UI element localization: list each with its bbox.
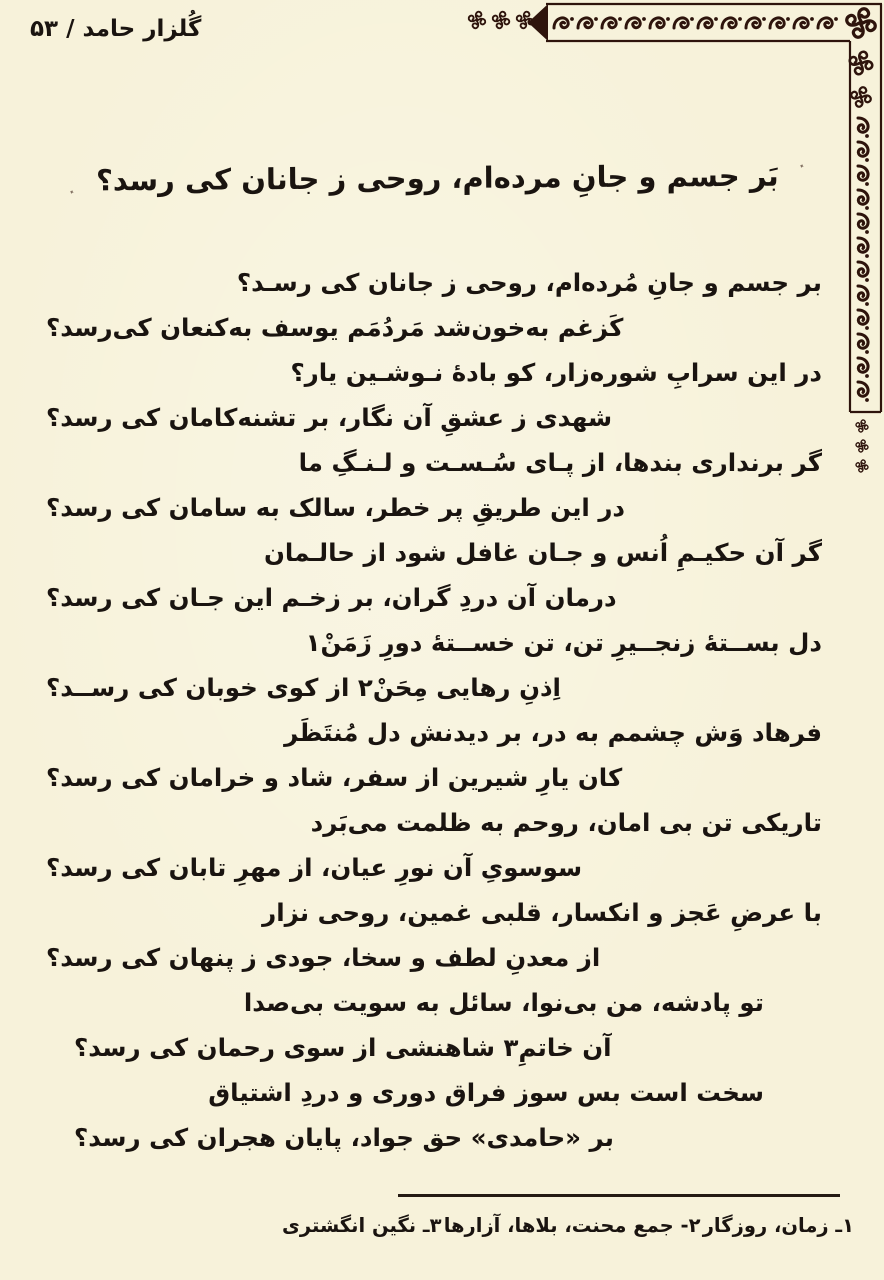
poem-line: از معدنِ لطف و سخا، جودی ز پنهان کی رسد؟ (46, 943, 601, 972)
page-header: گُلزار حامد / ۵۳ (30, 16, 202, 42)
poem-line: سوسویِ آن نورِ عیان، از مهرِ تابان کی رسد؟ (46, 853, 583, 882)
title-rosette-left-icon (70, 170, 74, 214)
poem-line: با عرضِ عَجز و انکسار، قلبی غمین، روحی نزار (262, 898, 822, 927)
poem-line: فرهاد وَش چشمم به در، بر دیدنش دل مُنتَظَر (284, 718, 822, 747)
top-scroll-band-icon (554, 17, 838, 28)
poem-line: آن خاتمِ۳ شاهنشی از سوی رحمان کی رسد؟ (74, 1033, 612, 1062)
poem-line: سخت است بس سوز فراق دوری و دردِ اشتیاق (208, 1078, 764, 1107)
poem-body (46, 260, 822, 1160)
top-rosette-row-icon (469, 12, 534, 29)
poem-title: بَر جسم و جانِ مرده‌ام، روحی ز جانان کی رسد؟ (95, 158, 779, 198)
footnote-item: ۱ـ زمان، روزگار (702, 1214, 854, 1237)
poem-line: تاریکی تن بی امان، روحم به ظلمت می‌بَرد (310, 808, 822, 837)
poem-line: بر «حامدی» حق جواد، پایان هجران کی رسد؟ (74, 1123, 614, 1152)
poem-title-row (70, 156, 804, 200)
footnote-rule (398, 1194, 840, 1197)
right-scroll-band-icon (858, 118, 869, 402)
poem-line: تو پادشه، من بی‌نوا، سائل به سویت بی‌صدا (243, 988, 764, 1017)
poem-line: گر برنداری بندها، از پـای سُـسـت و لـنـگِ ما (298, 448, 822, 477)
poem-line: در این سرابِ شوره‌زار، کو بادهٔ نـوشـین یار؟ (290, 358, 822, 387)
footnote-item: ۲- جمع محنت، بلاها، آزارها (443, 1214, 701, 1237)
poem-line: شهدی ز عشقِ آن نگار، بر تشنه‌کامان کی رسد؟ (46, 403, 613, 432)
poem-line: اِذنِ رهایی مِحَنْ۲ از کوی خوبان کی رســد؟ (46, 673, 561, 702)
band-tip-icon (528, 4, 548, 41)
poem-line: کَزغم به‌خون‌شد مَردُمَم یوسف به‌کنعان کی‌رسد؟ (46, 313, 624, 342)
bottom-rosette-column-icon (856, 420, 868, 472)
poem-line: بر جسم و جانِ مُرده‌ام، روحی ز جانان کی رسـد؟ (236, 268, 822, 297)
poem-line: در این طریقِ پر خطر، سالک به سامان کی رسد؟ (46, 493, 626, 522)
footnote-item: ۳ـ نگین انگشتری (282, 1214, 442, 1237)
footnotes-row (282, 1214, 854, 1237)
poem-line: کان یارِ شیرین از سفر، شاد و خرامان کی رسد؟ (46, 763, 623, 792)
poem-line: گر آن حکیـمِ اُنس و جـان غافل شود از حالـمان (264, 538, 822, 567)
poem-line: درمان آن دردِ گران، بر زخـم این جـان کی رسد؟ (46, 583, 617, 612)
title-rosette-right-icon (800, 144, 804, 188)
poem-line: دل بســتهٔ زنجــیرِ تن، تن خســتهٔ دورِ زَمَنْ۱ (305, 628, 822, 657)
